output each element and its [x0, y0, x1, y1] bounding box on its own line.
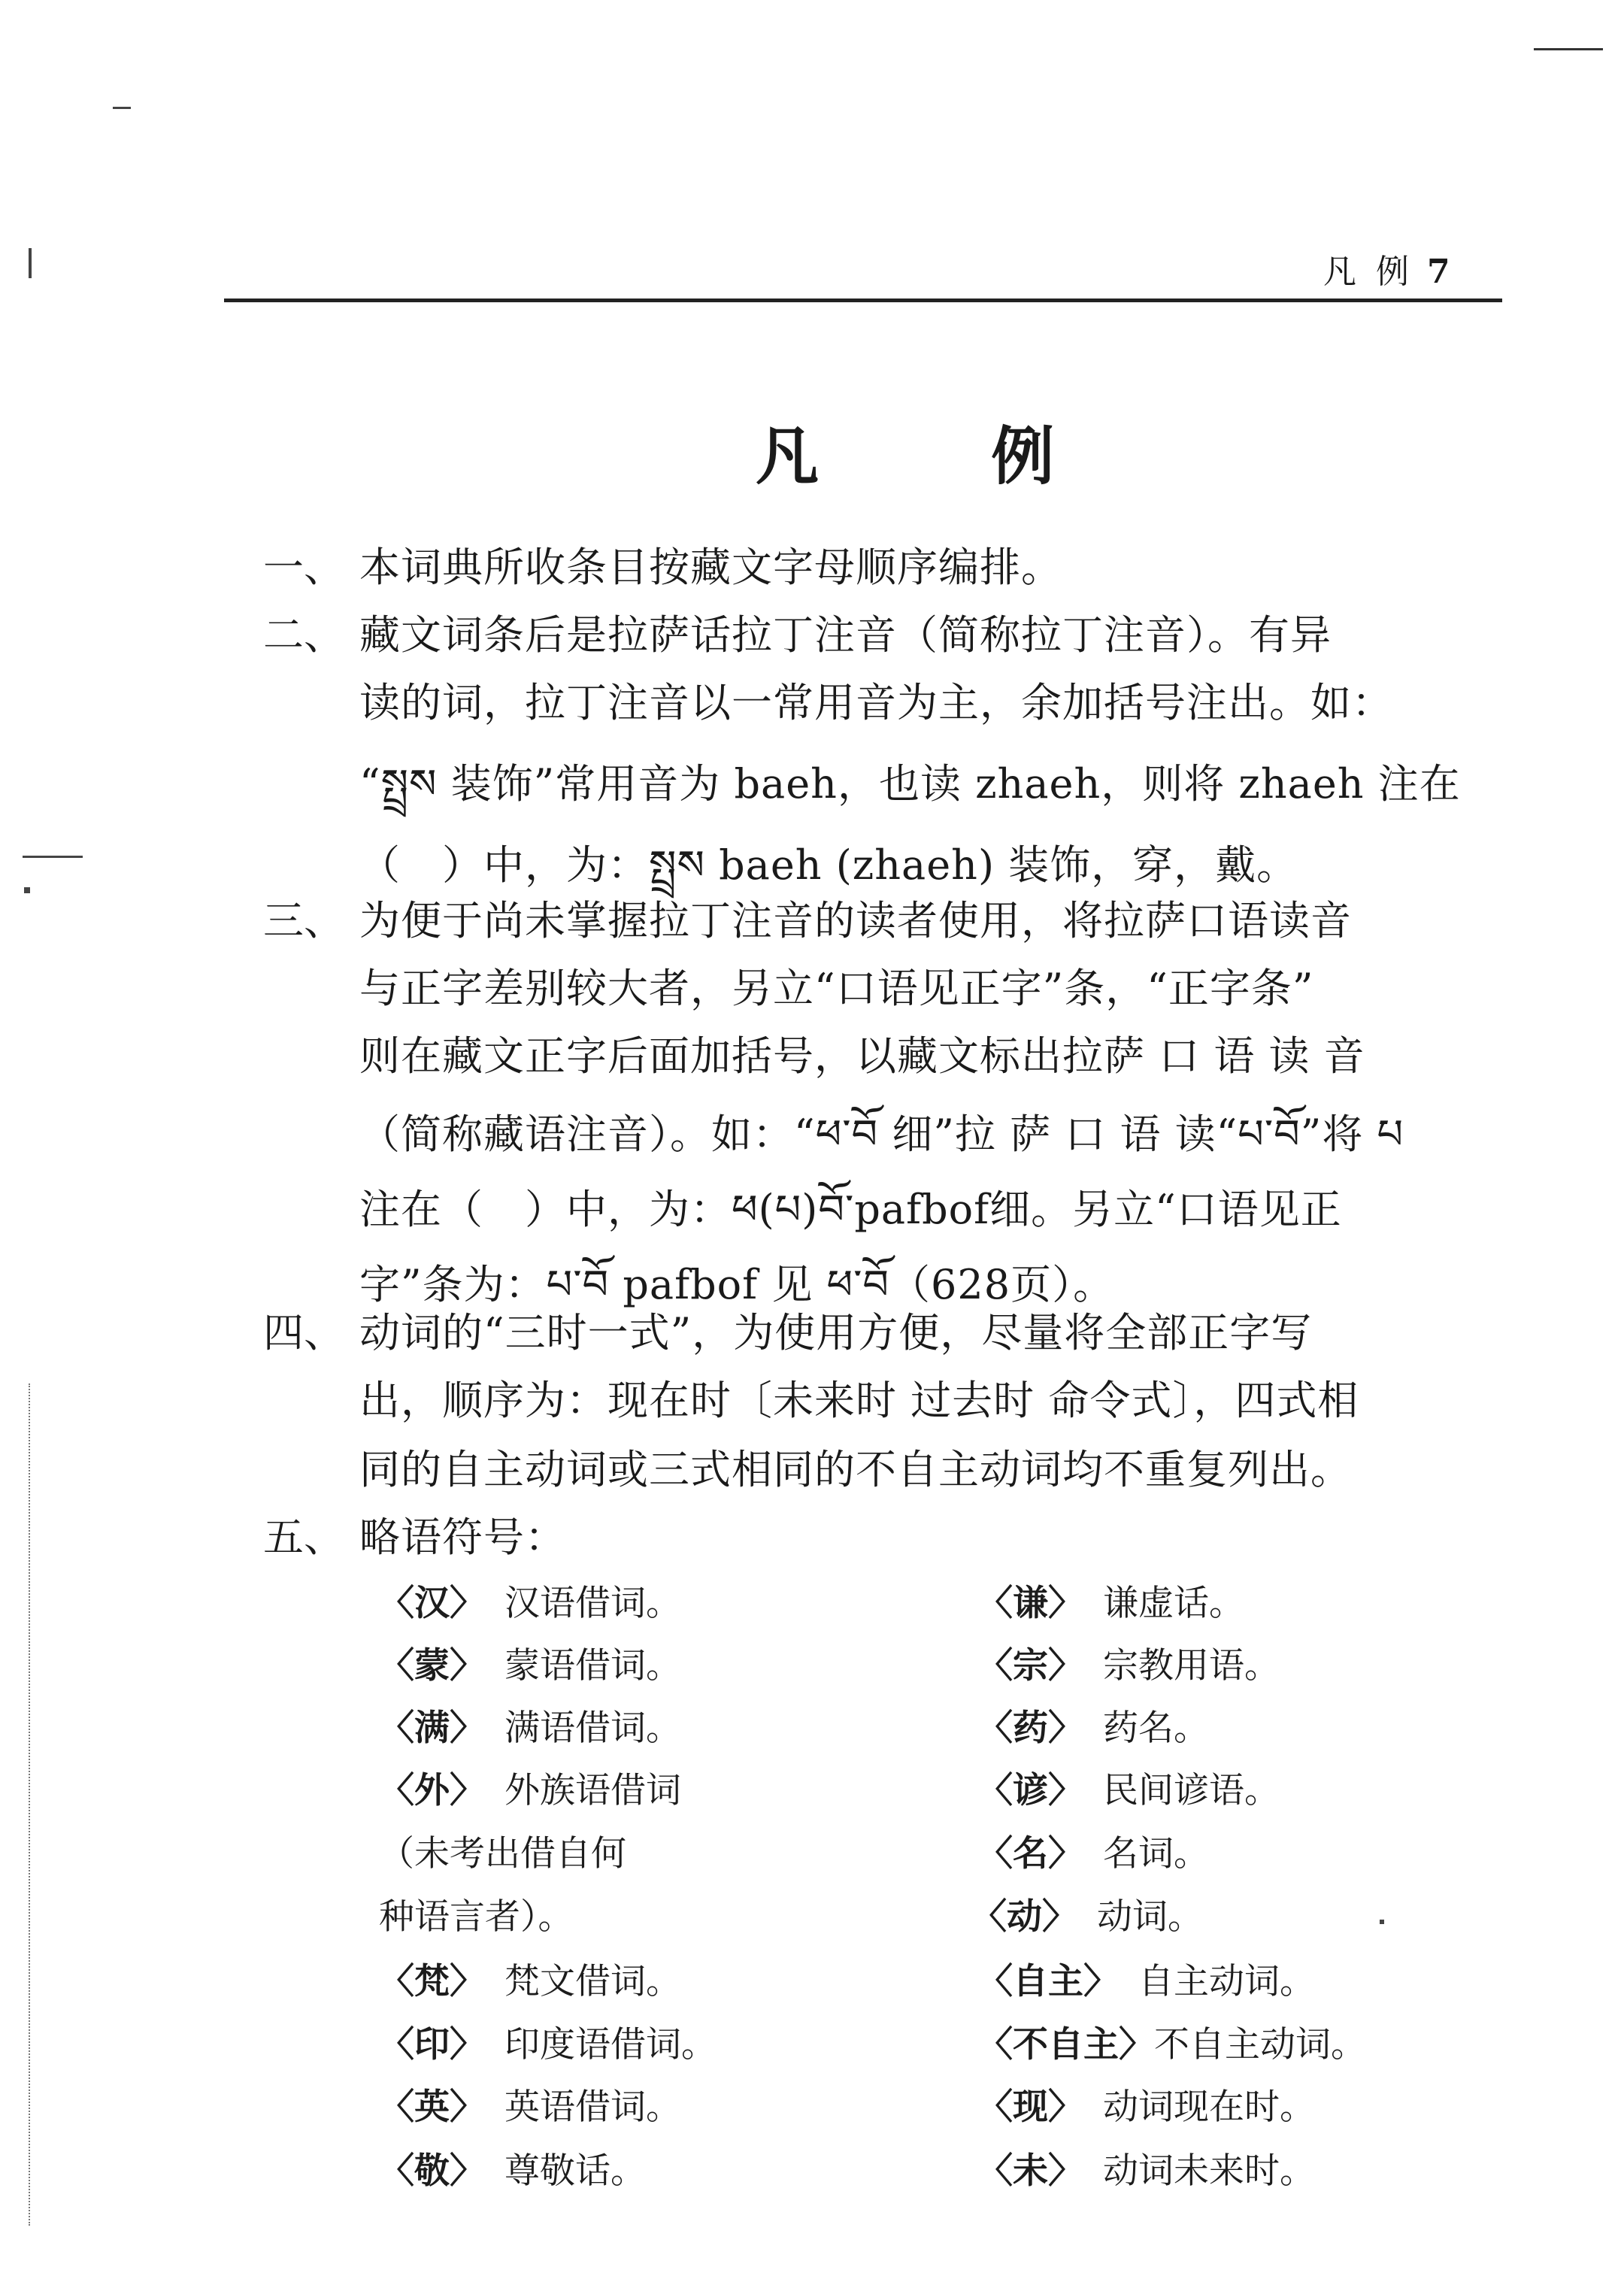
abbreviation-item [977, 1700, 1209, 1750]
abbreviation-desc: （未考出借自何 [379, 1833, 626, 1874]
abbreviation-item [977, 1762, 1280, 1813]
abbreviation-key: 〈动〉 [971, 1896, 1077, 1938]
section-number: 四、 [263, 1309, 344, 1356]
abbreviation-item [977, 1638, 1280, 1688]
abbreviation-desc: 动词现在时。 [1103, 2087, 1315, 2128]
corner-mark [1534, 48, 1603, 50]
running-title: 凡 例 [1323, 253, 1413, 291]
section-number: 五、 [263, 1514, 344, 1561]
abbreviation-key: 〈外〉 [379, 1770, 485, 1811]
scan-speck [1380, 1920, 1384, 1924]
abbreviation-desc: 动词。 [1097, 1896, 1203, 1938]
scan-speck [113, 107, 131, 109]
section-line: （简称藏语注音）。如：“ཕ་བོ 细”拉 萨 口 语 读“པ་བོ”将 པ [359, 1111, 1404, 1158]
page-number: 7 [1427, 253, 1455, 291]
abbreviation-desc: 不自主动词。 [1154, 2024, 1366, 2065]
section-number: 一、 [263, 544, 344, 591]
abbreviation-item [977, 1953, 1315, 2004]
abbreviation-desc: 尊敬话。 [504, 2150, 646, 2192]
abbreviation-key: 〈谦〉 [977, 1583, 1083, 1624]
abbreviation-key: 〈汉〉 [379, 1583, 485, 1624]
abbreviation-item [379, 1953, 681, 2004]
abbreviation-key: 〈宗〉 [977, 1645, 1083, 1686]
section-number: 三、 [263, 897, 344, 944]
abbreviation-desc: 谦虚话。 [1103, 1583, 1244, 1624]
abbreviation-item [379, 2143, 646, 2193]
abbreviation-desc: 自主动词。 [1138, 1961, 1315, 2002]
scan-speck [23, 856, 83, 858]
abbreviation-key: 〈自主〉 [977, 1961, 1119, 2002]
section-line: 为便于尚未掌握拉丁注音的读者使用，将拉萨口语读音 [359, 897, 1352, 944]
section-line: 同的自主动词或三式相同的不自主动词均不重复列出。 [359, 1446, 1352, 1493]
running-head [1323, 244, 1455, 292]
section-line: 藏文词条后是拉萨话拉丁注音（简称拉丁注音）。有异 [359, 611, 1332, 659]
page-title: 凡 例 [756, 419, 1130, 493]
abbreviation-desc: 种语言者）。 [379, 1896, 574, 1938]
section-line: 注在（ ）中，为：ཕ(པ)བོ་pafbof细。另立“口语见正 [359, 1186, 1342, 1233]
section-line: （ ）中，为：སྤྲས baeh (zhaeh) 装饰，穿，戴。 [359, 841, 1298, 889]
section-line: 与正字差别较大者，另立“口语见正字”条，“正字条” [359, 965, 1314, 1012]
section-line: 略语符号： [359, 1514, 566, 1561]
abbreviation-item [977, 2017, 1366, 2067]
abbreviation-item [379, 1889, 574, 1939]
abbreviation-key: 〈不自主〉 [977, 2024, 1154, 2065]
abbreviation-desc: 动词未来时。 [1103, 2150, 1315, 2192]
abbreviation-item [379, 1762, 681, 1813]
abbreviation-item [977, 2143, 1315, 2193]
abbreviation-desc: 宗教用语。 [1103, 1645, 1280, 1686]
abbreviation-key: 〈印〉 [379, 2024, 485, 2065]
abbreviation-desc: 药名。 [1103, 1708, 1209, 1749]
abbreviation-item [971, 1889, 1203, 1939]
abbreviation-desc: 印度语借词。 [504, 2024, 717, 2065]
abbreviation-key: 〈谚〉 [977, 1770, 1083, 1811]
section-number: 二、 [263, 611, 344, 659]
abbreviation-item [379, 2017, 717, 2067]
scan-speck [29, 248, 32, 278]
abbreviation-desc: 名词。 [1103, 1833, 1209, 1874]
section-line: 则在藏文正字后面加括号，以藏文标出拉萨 口 语 读 音 [359, 1032, 1365, 1080]
abbreviation-desc: 蒙语借词。 [504, 1645, 681, 1686]
abbreviation-item [379, 1826, 626, 1876]
abbreviation-key: 〈满〉 [379, 1708, 485, 1749]
abbreviation-desc: 满语借词。 [504, 1708, 681, 1749]
abbreviation-key: 〈名〉 [977, 1833, 1083, 1874]
abbreviation-desc: 汉语借词。 [504, 1583, 681, 1624]
abbreviation-item [379, 2079, 681, 2129]
abbreviation-key: 〈敬〉 [379, 2150, 485, 2192]
abbreviation-key: 〈梵〉 [379, 1961, 485, 2002]
scan-edge-line [29, 1383, 30, 2226]
abbreviation-item [977, 1575, 1244, 1626]
section-line: 动词的“三时一式”，为使用方便，尽量将全部正字写 [359, 1309, 1313, 1356]
abbreviation-key: 〈英〉 [379, 2087, 485, 2128]
section-line: 出，顺序为：现在时〔未来时 过去时 命令式〕，四式相 [359, 1377, 1359, 1424]
abbreviation-key: 〈药〉 [977, 1708, 1083, 1749]
abbreviation-item [379, 1700, 681, 1750]
abbreviation-item [977, 1826, 1209, 1876]
abbreviation-item [379, 1575, 681, 1626]
abbreviation-desc: 英语借词。 [504, 2087, 681, 2128]
abbreviation-key: 〈未〉 [977, 2150, 1083, 2192]
abbreviation-item [977, 2079, 1315, 2129]
abbreviation-key: 〈蒙〉 [379, 1645, 485, 1686]
abbreviation-desc: 梵文借词。 [504, 1961, 681, 2002]
header-rule [224, 299, 1502, 302]
abbreviation-item [379, 1638, 681, 1688]
abbreviation-desc: 民间谚语。 [1103, 1770, 1280, 1811]
scan-speck [24, 887, 30, 893]
section-line: 字”条为：པ་བོ pafbof 见 ཕ་བོ（628页）。 [359, 1261, 1115, 1308]
abbreviation-desc: 外族语借词 [504, 1770, 681, 1811]
abbreviation-key: 〈现〉 [977, 2087, 1083, 2128]
section-line: “སྤྲས 装饰”常用音为 baeh，也读 zhaeh，则将 zhaeh 注在 [359, 760, 1461, 808]
section-line: 本词典所收条目按藏文字母顺序编排。 [359, 544, 1062, 591]
section-line: 读的词，拉丁注音以一常用音为主，余加括号注出。如： [359, 679, 1393, 726]
